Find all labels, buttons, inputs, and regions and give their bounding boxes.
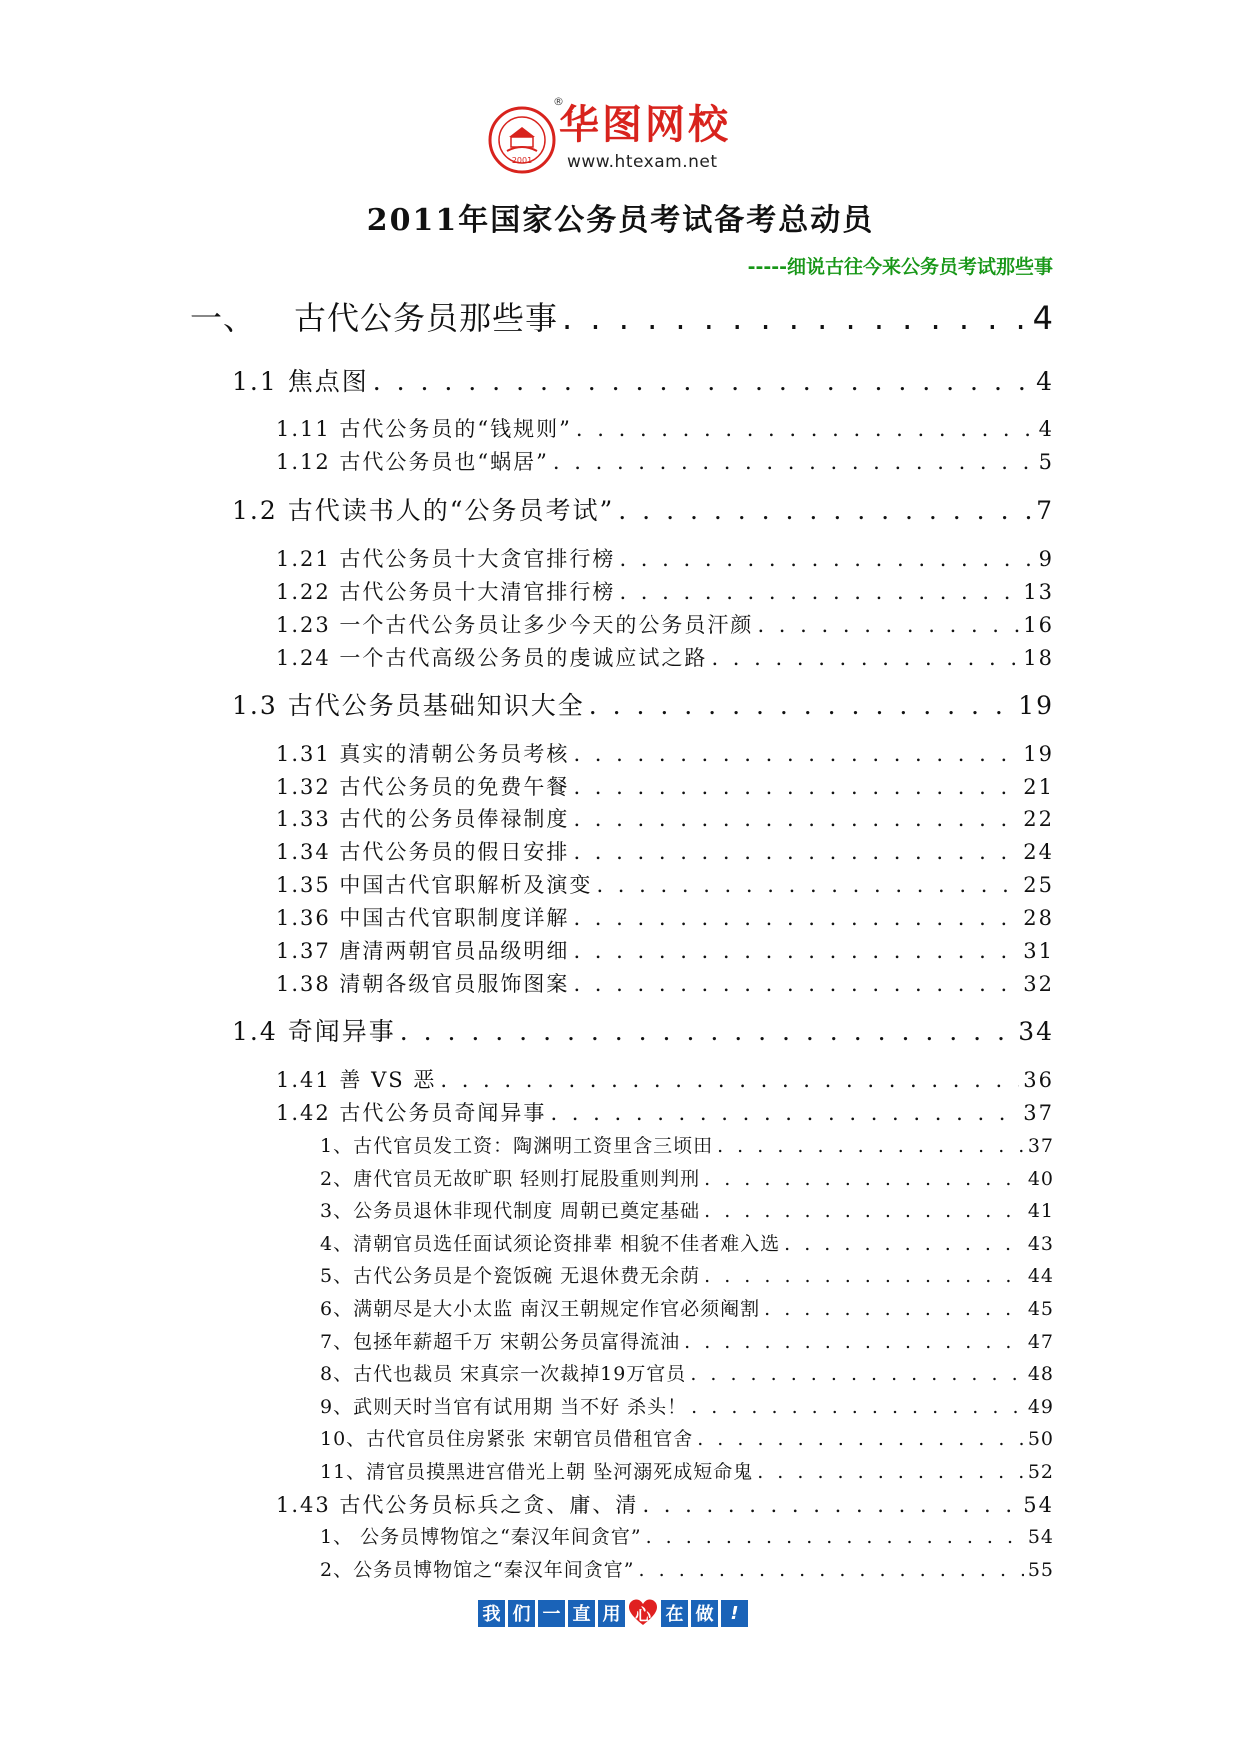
- toc-page-number: 4: [1032, 299, 1054, 337]
- toc-leader-dots: [619, 580, 1019, 604]
- toc-entry-1-22[interactable]: [276, 576, 1054, 606]
- toc-entry-label: 1.24 一个古代高级公务员的虔诚应试之路: [276, 646, 708, 670]
- toc-entry-1-12[interactable]: [276, 446, 1054, 476]
- toc-entry-label: 2、唐代官员无故旷职 轻则打屁股重则判刑: [320, 1168, 701, 1190]
- toc-entry-museum-2[interactable]: [320, 1555, 1054, 1582]
- toc-page-number: 16: [1023, 613, 1054, 637]
- toc-page-number: 54: [1027, 1526, 1054, 1548]
- toc-page-number: 36: [1023, 1068, 1054, 1092]
- slogan-char: 们: [508, 1600, 535, 1627]
- toc-entry-item-6[interactable]: [320, 1294, 1054, 1321]
- toc-entry-label: 1.11 古代公务员的“钱规则”: [276, 417, 572, 441]
- toc-page-number: 28: [1023, 906, 1054, 930]
- toc-entry-item-2[interactable]: [320, 1164, 1054, 1191]
- toc-page-number: 55: [1027, 1559, 1054, 1581]
- toc-leader-dots: [711, 646, 1019, 670]
- toc-entry-label: 6、满朝尽是大小太监 南汉王朝规定作官必须阉割: [320, 1298, 761, 1320]
- brand-url[interactable]: www.htexam.net: [567, 152, 718, 172]
- toc-page-number: 5: [1038, 450, 1054, 474]
- toc-entry-label: 1.3 古代公务员基础知识大全: [232, 691, 585, 720]
- toc-page-number: 49: [1027, 1396, 1054, 1418]
- toc-leader-dots: [440, 1068, 1019, 1092]
- toc-entry-label: 2、公务员博物馆之“秦汉年间贪官”: [320, 1559, 635, 1581]
- toc-entry-label: 1.34 古代公务员的假日安排: [276, 840, 570, 864]
- slogan-char: 做: [691, 1600, 718, 1627]
- slogan-char: 直: [568, 1600, 595, 1627]
- toc-leader-dots: [704, 1168, 1024, 1190]
- toc-page-number: 52: [1027, 1461, 1054, 1483]
- toc-page-number: 4: [1036, 367, 1054, 396]
- heart-icon: [628, 1598, 658, 1628]
- toc-leader-dots: [573, 972, 1019, 996]
- toc-entry-label: 1、 公务员博物馆之“秦汉年间贪官”: [320, 1526, 642, 1548]
- toc-leader-dots: [576, 417, 1035, 441]
- toc-page-number: 13: [1023, 580, 1054, 604]
- toc-page-number: 7: [1036, 496, 1054, 525]
- toc-entry-1-41[interactable]: [276, 1064, 1054, 1094]
- toc-entry-1-4[interactable]: [232, 1012, 1054, 1048]
- toc-leader-dots: [646, 1526, 1024, 1548]
- toc-entry-label: 1.23 一个古代公务员让多少今天的公务员汗颜: [276, 613, 754, 637]
- toc-leader-dots: [757, 613, 1019, 637]
- toc-page-number: 48: [1027, 1363, 1054, 1385]
- footer-slogan: [478, 1598, 751, 1628]
- toc-page-number: 37: [1023, 1101, 1054, 1125]
- toc-leader-dots: [573, 840, 1019, 864]
- toc-entry-label: 1.22 古代公务员十大清官排行榜: [276, 580, 616, 604]
- toc-entry-1-36[interactable]: [276, 902, 1054, 932]
- toc-entry-label: 1.36 中国古代官职制度详解: [276, 906, 570, 930]
- toc-leader-dots: [373, 367, 1032, 396]
- toc-page-number: 19: [1018, 691, 1054, 720]
- toc-entry-label: 1、古代官员发工资：陶渊明工资里含三顷田: [320, 1135, 714, 1157]
- toc-page-number: 40: [1027, 1168, 1054, 1190]
- toc-entry-item-10[interactable]: [320, 1424, 1054, 1451]
- toc-entry-item-5[interactable]: [320, 1261, 1054, 1288]
- toc-page-number: 25: [1023, 873, 1054, 897]
- toc-entry-label: 1.43 古代公务员标兵之贪、庸、清: [276, 1493, 639, 1517]
- toc-entry-label: 9、武则天时当官有试用期 当不好 杀头！: [320, 1396, 688, 1418]
- toc-entry-chapter-1[interactable]: [190, 293, 1054, 339]
- chapter-title: 古代公务员那些事: [294, 299, 559, 337]
- document-title: 2011年国家公务员考试备考总动员: [366, 203, 875, 238]
- toc-leader-dots: [757, 1461, 1024, 1483]
- toc-page-number: 50: [1027, 1428, 1054, 1450]
- toc-entry-label: 1.37 唐清两朝官员品级明细: [276, 939, 570, 963]
- toc-entry-label: 1.33 古代的公务员俸禄制度: [276, 807, 570, 831]
- toc-entry-label: 1.1 焦点图: [232, 367, 369, 396]
- toc-page-number: 18: [1023, 646, 1054, 670]
- toc-entry-label: 7、包拯年薪超千万 宋朝公务员富得流油: [320, 1331, 681, 1353]
- toc-leader-dots: [573, 939, 1019, 963]
- toc-leader-dots: [684, 1331, 1024, 1353]
- toc-entry-1-24[interactable]: [276, 642, 1054, 672]
- toc-page-number: 22: [1023, 807, 1054, 831]
- toc-entry-1-1[interactable]: [232, 362, 1054, 398]
- toc-leader-dots: [573, 906, 1019, 930]
- toc-leader-dots: [573, 807, 1019, 831]
- toc-leader-dots: [596, 873, 1019, 897]
- toc-entry-1-31[interactable]: [276, 738, 1054, 768]
- toc-entry-label: 8、古代也裁员 宋真宗一次裁掉19万官员: [320, 1363, 687, 1385]
- toc-entry-label: 1.35 中国古代官职解析及演变: [276, 873, 593, 897]
- toc-entry-1-11[interactable]: [276, 413, 1054, 443]
- toc-leader-dots: [697, 1428, 1024, 1450]
- toc-entry-label: 1.21 古代公务员十大贪官排行榜: [276, 547, 616, 571]
- toc-page-number: 32: [1023, 972, 1054, 996]
- toc-page-number: 4: [1038, 417, 1054, 441]
- toc-page-number: 34: [1018, 1017, 1054, 1046]
- toc-entry-1-21[interactable]: [276, 543, 1054, 573]
- toc-entry-label: 1.12 古代公务员也“蜗居”: [276, 450, 549, 474]
- slogan-char: 用: [598, 1600, 625, 1627]
- slogan-char: 我: [478, 1600, 505, 1627]
- toc-page-number: 41: [1027, 1200, 1054, 1222]
- toc-entry-item-3[interactable]: [320, 1196, 1054, 1223]
- toc-entry-label: [190, 293, 558, 339]
- toc-entry-1-37[interactable]: [276, 935, 1054, 965]
- toc-entry-1-32[interactable]: [276, 771, 1054, 801]
- toc-leader-dots: [562, 299, 1029, 337]
- toc-leader-dots: [764, 1298, 1024, 1320]
- toc-leader-dots: [691, 1396, 1024, 1418]
- toc-entry-item-11[interactable]: [320, 1457, 1054, 1484]
- registered-mark: ®: [553, 95, 564, 108]
- toc-entry-label: 1.2 古代读书人的“公务员考试”: [232, 496, 615, 525]
- toc-leader-dots: [589, 691, 1014, 720]
- toc-entry-label: 3、公务员退休非现代制度 周朝已奠定基础: [320, 1200, 701, 1222]
- toc-leader-dots: [553, 450, 1035, 474]
- toc-leader-dots: [573, 742, 1019, 766]
- toc-entry-label: 1.31 真实的清朝公务员考核: [276, 742, 570, 766]
- toc-page-number: 19: [1023, 742, 1054, 766]
- toc-page-number: 24: [1023, 840, 1054, 864]
- toc-entry-item-1[interactable]: [320, 1131, 1054, 1158]
- toc-leader-dots: [704, 1200, 1024, 1222]
- header: [0, 95, 1241, 180]
- huatu-seal-icon: [487, 105, 557, 175]
- toc-entry-item-7[interactable]: [320, 1327, 1054, 1354]
- toc-page-number: 54: [1023, 1493, 1054, 1517]
- toc-entry-1-34[interactable]: [276, 836, 1054, 866]
- toc-leader-dots: [550, 1101, 1019, 1125]
- seal-year: 2001: [511, 156, 533, 165]
- toc-page-number: 45: [1027, 1298, 1054, 1320]
- slogan-char: 一: [538, 1600, 565, 1627]
- toc-entry-label: 4、清朝官员选任面试须论资排辈 相貌不佳者难入选: [320, 1233, 781, 1255]
- toc-page-number: 47: [1027, 1331, 1054, 1353]
- document-subtitle: -----细说古往今来公务员考试那些事: [747, 256, 1053, 278]
- toc-entry-label: 1.38 清朝各级官员服饰图案: [276, 972, 570, 996]
- toc-entry-1-42[interactable]: [276, 1097, 1054, 1127]
- toc-entry-museum-1[interactable]: [320, 1522, 1054, 1549]
- brand-name: 华图网校: [559, 102, 731, 148]
- toc-leader-dots: [642, 1493, 1019, 1517]
- slogan-char: 心: [634, 1605, 651, 1624]
- toc-entry-1-23[interactable]: [276, 609, 1054, 639]
- toc-entry-label: 10、古代官员住房紧张 宋朝官员借租官舍: [320, 1428, 694, 1450]
- toc-entry-1-35[interactable]: [276, 869, 1054, 899]
- toc-entry-1-33[interactable]: [276, 803, 1054, 833]
- toc-entry-label: 1.41 善 VS 恶: [276, 1068, 437, 1092]
- toc-entry-1-38[interactable]: [276, 968, 1054, 998]
- toc-leader-dots: [639, 1559, 1024, 1581]
- toc-leader-dots: [573, 775, 1019, 799]
- toc-entry-1-3[interactable]: [232, 686, 1054, 722]
- slogan-char: !: [721, 1600, 748, 1627]
- toc-page-number: 21: [1023, 775, 1054, 799]
- toc-entry-label: 11、清官员摸黑进宫借光上朝 坠河溺死成短命鬼: [320, 1461, 754, 1483]
- toc-page-number: 44: [1027, 1265, 1054, 1287]
- toc-entry-label: 5、古代公务员是个瓷饭碗 无退休费无余荫: [320, 1265, 701, 1287]
- toc-entry-item-4[interactable]: [320, 1229, 1054, 1256]
- toc-entry-1-2[interactable]: [232, 491, 1054, 527]
- toc-page-number: 43: [1027, 1233, 1054, 1255]
- toc-leader-dots: [400, 1017, 1014, 1046]
- toc-leader-dots: [619, 547, 1034, 571]
- toc-leader-dots: [784, 1233, 1024, 1255]
- toc-entry-label: 1.32 古代公务员的免费午餐: [276, 775, 570, 799]
- toc-entry-item-8[interactable]: [320, 1359, 1054, 1386]
- toc-entry-item-9[interactable]: [320, 1392, 1054, 1419]
- toc-leader-dots: [618, 496, 1032, 525]
- chapter-number: 一、: [190, 299, 257, 337]
- toc-leader-dots: [717, 1135, 1024, 1157]
- toc-leader-dots: [704, 1265, 1024, 1287]
- toc-entry-label: 1.42 古代公务员奇闻异事: [276, 1101, 547, 1125]
- slogan-char: 在: [661, 1600, 688, 1627]
- toc-entry-1-43[interactable]: [276, 1489, 1054, 1519]
- toc-page-number: 9: [1038, 547, 1054, 571]
- toc-entry-label: 1.4 奇闻异事: [232, 1017, 396, 1046]
- huatu-logo: [487, 95, 757, 177]
- toc-leader-dots: [690, 1363, 1024, 1385]
- toc-page-number: 37: [1027, 1135, 1054, 1157]
- toc-page-number: 31: [1023, 939, 1054, 963]
